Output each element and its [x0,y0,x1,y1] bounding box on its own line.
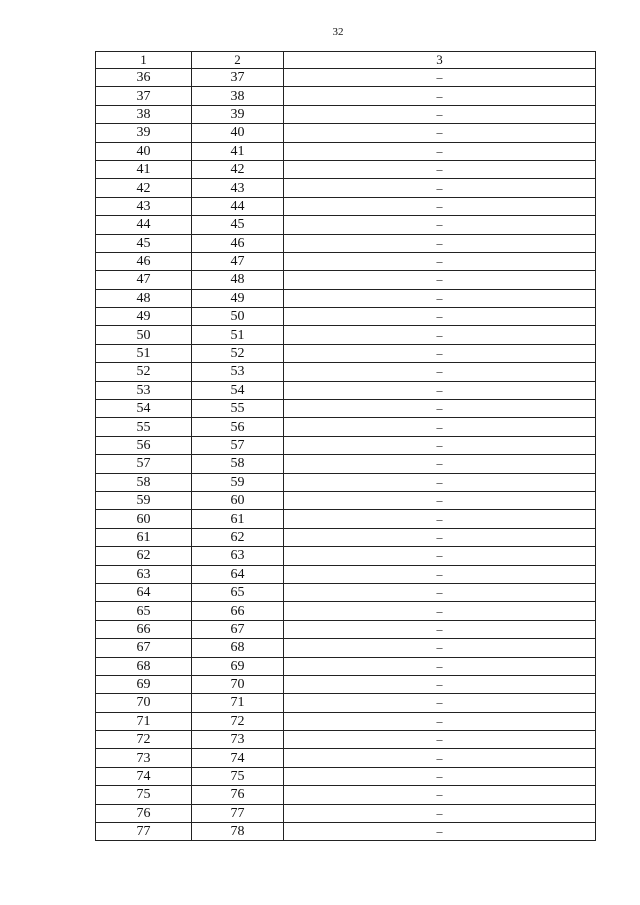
table-cell [284,69,596,87]
dash-mark: – [436,198,443,213]
table-cell: 75 [96,786,192,804]
table-cell: 66 [192,602,284,620]
table-cell: 36 [96,69,192,87]
table-cell: 39 [192,105,284,123]
table-cell: 44 [192,197,284,215]
table-cell [284,124,596,142]
table-cell: 50 [96,326,192,344]
table-cell [284,491,596,509]
dash-mark: – [436,805,443,820]
table-cell: 70 [192,675,284,693]
table-row [96,252,596,270]
table-cell [284,712,596,730]
table-cell: 54 [192,381,284,399]
table-cell [284,105,596,123]
table-cell: 64 [96,583,192,601]
table-row [96,160,596,178]
table-row [96,583,596,601]
table-cell [284,252,596,270]
table-row [96,142,596,160]
dash-mark: – [436,824,443,839]
table-row [96,731,596,749]
table-cell [284,620,596,638]
table-cell [284,234,596,252]
table-cell [284,804,596,822]
table-cell: 43 [192,179,284,197]
table-cell: 53 [96,381,192,399]
table-cell: 71 [192,694,284,712]
dash-mark: – [436,640,443,655]
table-cell: 74 [96,767,192,785]
table-cell: 45 [96,234,192,252]
table-cell: 42 [192,160,284,178]
table-cell: 46 [96,252,192,270]
table-cell: 45 [192,216,284,234]
table-row [96,216,596,234]
table-row [96,105,596,123]
table-row [96,528,596,546]
table-body [96,69,596,841]
table-cell: 73 [192,731,284,749]
dash-mark: – [436,162,443,177]
table-row [96,344,596,362]
table-cell: 42 [96,179,192,197]
table-cell [284,160,596,178]
dash-mark: – [436,217,443,232]
table-cell: 57 [192,436,284,454]
table-cell: 60 [96,510,192,528]
table-row [96,786,596,804]
table-cell: 58 [192,455,284,473]
table-cell: 55 [96,418,192,436]
table-row [96,326,596,344]
table-cell: 57 [96,455,192,473]
table-cell: 40 [192,124,284,142]
table-cell: 67 [96,639,192,657]
table-row [96,436,596,454]
table-cell: 76 [192,786,284,804]
dash-mark: – [436,106,443,121]
table-row [96,767,596,785]
table-cell [284,694,596,712]
table-cell: 66 [96,620,192,638]
table-cell: 49 [192,289,284,307]
table-row [96,547,596,565]
table-cell: 49 [96,308,192,326]
dash-mark: – [436,272,443,287]
dash-mark: – [436,235,443,250]
table-cell [284,731,596,749]
table-cell: 68 [96,657,192,675]
dash-mark: – [436,143,443,158]
column-header: 2 [192,52,284,69]
table-cell: 37 [192,69,284,87]
table-row [96,197,596,215]
table-cell: 52 [192,344,284,362]
dash-mark: – [436,658,443,673]
table-row [96,289,596,307]
dash-mark: – [436,327,443,342]
column-header: 1 [96,52,192,69]
table-cell [284,326,596,344]
table-row [96,602,596,620]
table-cell: 51 [192,326,284,344]
table-cell [284,289,596,307]
table-row [96,565,596,583]
table-row [96,455,596,473]
table-cell [284,436,596,454]
dash-mark: – [436,787,443,802]
table-cell: 55 [192,400,284,418]
dash-mark: – [436,713,443,728]
dash-mark: – [436,529,443,544]
table-cell [284,363,596,381]
table-cell [284,418,596,436]
table-cell [284,455,596,473]
table-cell: 41 [96,160,192,178]
table-cell: 69 [96,675,192,693]
table-cell [284,400,596,418]
table-header-row [96,52,596,69]
dash-mark: – [436,585,443,600]
table-cell: 39 [96,124,192,142]
table-row [96,473,596,491]
table-cell [284,381,596,399]
table-cell: 63 [96,565,192,583]
dash-mark: – [436,603,443,618]
dash-mark: – [436,493,443,508]
table-cell [284,271,596,289]
dash-mark: – [436,438,443,452]
table-cell: 37 [96,87,192,105]
table-cell [284,565,596,583]
table-cell [284,639,596,657]
table-cell: 64 [192,565,284,583]
table-row [96,418,596,436]
table-cell: 43 [96,197,192,215]
table-cell: 46 [192,234,284,252]
table-cell: 56 [96,436,192,454]
table-cell: 50 [192,308,284,326]
table-cell: 59 [192,473,284,491]
table-cell: 62 [192,528,284,546]
table-cell: 67 [192,620,284,638]
table-cell [284,528,596,546]
table-cell [284,142,596,160]
table-row [96,271,596,289]
table-cell [284,602,596,620]
table-cell: 52 [96,363,192,381]
table-cell: 63 [192,547,284,565]
dash-mark: – [436,695,443,710]
table-row [96,675,596,693]
dash-mark: – [436,548,443,563]
table-cell: 70 [96,694,192,712]
table-row [96,749,596,767]
table-cell [284,510,596,528]
table-cell: 72 [192,712,284,730]
table-row [96,620,596,638]
table-row [96,657,596,675]
table-cell [284,583,596,601]
table-cell: 54 [96,400,192,418]
table-cell: 60 [192,491,284,509]
table-cell: 69 [192,657,284,675]
table-cell: 38 [192,87,284,105]
table-cell [284,87,596,105]
table-row [96,308,596,326]
table-cell: 59 [96,491,192,509]
table-row [96,510,596,528]
dash-mark: – [436,254,443,269]
dash-mark: – [436,456,443,471]
table-cell [284,657,596,675]
dash-mark: – [436,309,443,324]
table-cell [284,823,596,841]
column-header: 3 [284,52,596,69]
dash-mark: – [436,511,443,526]
table-cell: 78 [192,823,284,841]
table-cell: 51 [96,344,192,362]
table-cell [284,675,596,693]
dash-mark: – [436,290,443,305]
table-row [96,234,596,252]
table-cell [284,786,596,804]
table-cell: 48 [96,289,192,307]
table-row [96,491,596,509]
dash-mark: – [436,346,443,361]
table-row [96,381,596,399]
table-row [96,87,596,105]
table-cell: 65 [192,583,284,601]
table-row [96,804,596,822]
table-cell: 41 [192,142,284,160]
table-cell: 77 [96,823,192,841]
table-cell [284,749,596,767]
table-cell: 72 [96,731,192,749]
table-cell [284,473,596,491]
table-cell: 74 [192,749,284,767]
dash-mark: – [436,125,443,140]
table-cell: 73 [96,749,192,767]
dash-mark: – [436,732,443,747]
dash-mark: – [436,419,443,434]
table-cell [284,767,596,785]
table-cell: 75 [192,767,284,785]
table-cell: 48 [192,271,284,289]
dash-mark: – [436,382,443,397]
data-table [95,51,596,841]
table-cell: 56 [192,418,284,436]
table-cell: 61 [96,528,192,546]
table-cell [284,179,596,197]
table-row [96,639,596,657]
table-row [96,712,596,730]
dash-mark: – [436,88,443,103]
table-cell: 47 [96,271,192,289]
dash-mark: – [436,769,443,784]
table-cell: 76 [96,804,192,822]
table-row [96,69,596,87]
table-cell: 38 [96,105,192,123]
table-row [96,363,596,381]
table-cell: 44 [96,216,192,234]
table-cell: 61 [192,510,284,528]
dash-mark: – [436,364,443,379]
dash-mark: – [436,677,443,692]
table-cell [284,547,596,565]
table-cell: 77 [192,804,284,822]
table-row [96,823,596,841]
dash-mark: – [436,621,443,636]
table-cell [284,344,596,362]
table-cell [284,197,596,215]
dash-mark: – [436,750,443,765]
table-row [96,179,596,197]
table-cell: 65 [96,602,192,620]
table-row [96,124,596,142]
table-cell: 62 [96,547,192,565]
page-number: 32 [332,26,344,38]
dash-mark: – [436,180,443,195]
dash-mark: – [436,474,443,489]
table-row [96,694,596,712]
table-cell: 53 [192,363,284,381]
table-row [96,400,596,418]
table-cell: 40 [96,142,192,160]
dash-mark: – [436,566,443,581]
table-cell: 47 [192,252,284,270]
table-cell: 68 [192,639,284,657]
dash-mark: – [436,70,443,85]
dash-mark: – [436,401,443,416]
table-cell [284,216,596,234]
table-cell: 71 [96,712,192,730]
table-cell: 58 [96,473,192,491]
table-cell [284,308,596,326]
